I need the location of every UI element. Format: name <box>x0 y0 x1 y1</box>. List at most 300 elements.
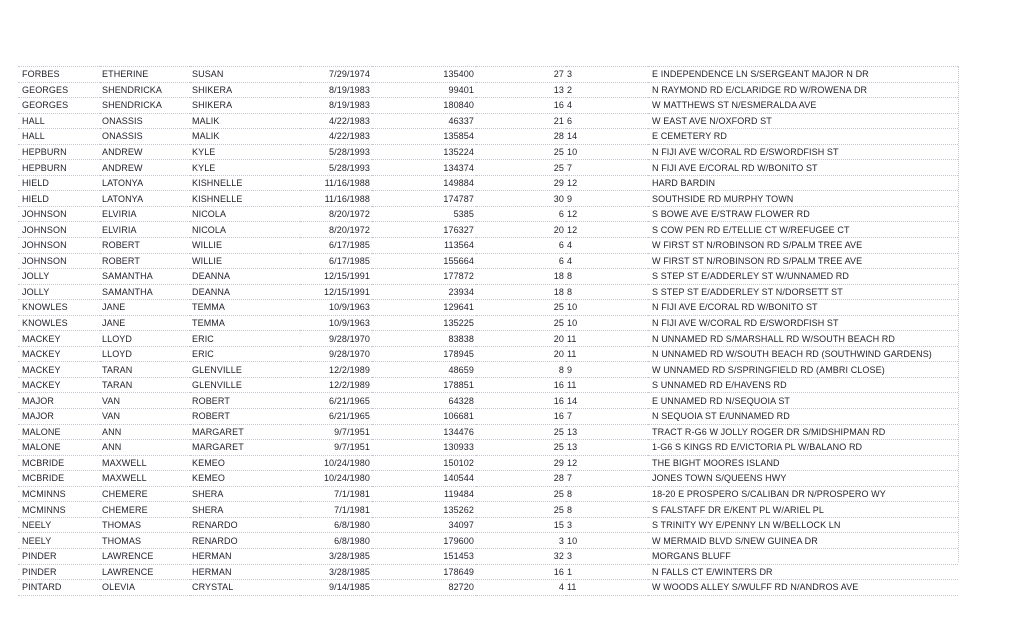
block-number-cell: 4 <box>566 238 648 254</box>
dob-cell: 4/22/1983 <box>300 129 372 145</box>
block-number-cell: 7 <box>566 160 648 176</box>
map-number-cell: 27 <box>476 67 566 83</box>
dob-cell: 6/8/1980 <box>300 533 372 549</box>
first-name-cell: SAMANTHA <box>100 269 190 285</box>
parcel-id-cell: 179600 <box>372 533 476 549</box>
last-name-cell: HIELD <box>18 191 100 207</box>
table-row <box>18 564 958 580</box>
last-name-cell: HEPBURN <box>18 160 100 176</box>
block-number-cell: 8 <box>566 486 648 502</box>
map-number-cell: 28 <box>476 129 566 145</box>
location-cell: E CEMETERY RD <box>648 129 958 145</box>
last-name-cell: PINDER <box>18 548 100 564</box>
table-row <box>18 113 958 129</box>
dob-cell: 5/28/1993 <box>300 160 372 176</box>
table-row <box>18 144 958 160</box>
location-cell: JONES TOWN S/QUEENS HWY <box>648 471 958 487</box>
records-table <box>18 66 958 596</box>
dob-cell: 7/1/1981 <box>300 502 372 518</box>
last-name-cell: MACKEY <box>18 362 100 378</box>
table-right-border <box>958 66 959 562</box>
table-row <box>18 455 958 471</box>
location-cell: N UNNAMED RD W/SOUTH BEACH RD (SOUTHWIND GARDENS) <box>648 346 958 362</box>
map-number-cell: 4 <box>476 580 566 596</box>
block-number-cell: 13 <box>566 440 648 456</box>
map-number-cell: 16 <box>476 377 566 393</box>
last-name-cell: MCBRIDE <box>18 471 100 487</box>
table-row <box>18 67 958 83</box>
table-row <box>18 517 958 533</box>
first-name-cell: MAXWELL <box>100 455 190 471</box>
block-number-cell: 7 <box>566 409 648 425</box>
block-number-cell: 3 <box>566 517 648 533</box>
first-name-cell: ROBERT <box>100 253 190 269</box>
block-number-cell: 12 <box>566 175 648 191</box>
parcel-id-cell: 140544 <box>372 471 476 487</box>
location-cell: N FIJI AVE E/CORAL RD W/BONITO ST <box>648 300 958 316</box>
table-row <box>18 362 958 378</box>
dob-cell: 9/28/1970 <box>300 346 372 362</box>
dob-cell: 8/19/1983 <box>300 82 372 98</box>
map-number-cell: 25 <box>476 315 566 331</box>
parcel-id-cell: 23934 <box>372 284 476 300</box>
table-body <box>18 67 958 596</box>
parcel-id-cell: 149884 <box>372 175 476 191</box>
table-row <box>18 238 958 254</box>
location-cell: N UNNAMED RD S/MARSHALL RD W/SOUTH BEACH RD <box>648 331 958 347</box>
first-name-cell: JANE <box>100 315 190 331</box>
location-cell: 1-G6 S KINGS RD E/VICTORIA PL W/BALANO RD <box>648 440 958 456</box>
middle-name-cell: MARGARET <box>190 424 300 440</box>
block-number-cell: 13 <box>566 424 648 440</box>
table-row <box>18 440 958 456</box>
location-cell: SOUTHSIDE RD MURPHY TOWN <box>648 191 958 207</box>
parcel-id-cell: 5385 <box>372 206 476 222</box>
first-name-cell: ROBERT <box>100 238 190 254</box>
block-number-cell: 12 <box>566 206 648 222</box>
table-row <box>18 580 958 596</box>
table-row <box>18 82 958 98</box>
middle-name-cell: ROBERT <box>190 409 300 425</box>
parcel-id-cell: 134374 <box>372 160 476 176</box>
map-number-cell: 25 <box>476 486 566 502</box>
location-cell: TRACT R-G6 W JOLLY ROGER DR S/MIDSHIPMAN RD <box>648 424 958 440</box>
first-name-cell: OLEVIA <box>100 580 190 596</box>
first-name-cell: SAMANTHA <box>100 284 190 300</box>
last-name-cell: MCMINNS <box>18 486 100 502</box>
map-number-cell: 28 <box>476 471 566 487</box>
last-name-cell: HALL <box>18 113 100 129</box>
location-cell: W MATTHEWS ST N/ESMERALDA AVE <box>648 98 958 114</box>
last-name-cell: JOLLY <box>18 284 100 300</box>
table-row <box>18 331 958 347</box>
location-cell: N SEQUOIA ST E/UNNAMED RD <box>648 409 958 425</box>
map-number-cell: 25 <box>476 440 566 456</box>
dob-cell: 9/28/1970 <box>300 331 372 347</box>
location-cell: S UNNAMED RD E/HAVENS RD <box>648 377 958 393</box>
parcel-id-cell: 134476 <box>372 424 476 440</box>
middle-name-cell: WILLIE <box>190 238 300 254</box>
parcel-id-cell: 119484 <box>372 486 476 502</box>
last-name-cell: MACKEY <box>18 346 100 362</box>
middle-name-cell: SHERA <box>190 486 300 502</box>
middle-name-cell: HERMAN <box>190 548 300 564</box>
table-row <box>18 548 958 564</box>
middle-name-cell: SHIKERA <box>190 98 300 114</box>
map-number-cell: 13 <box>476 82 566 98</box>
location-cell: W UNNAMED RD S/SPRINGFIELD RD (AMBRI CLOSE) <box>648 362 958 378</box>
table-row <box>18 98 958 114</box>
dob-cell: 10/9/1963 <box>300 300 372 316</box>
first-name-cell: THOMAS <box>100 533 190 549</box>
first-name-cell: TARAN <box>100 377 190 393</box>
middle-name-cell: SUSAN <box>190 67 300 83</box>
parcel-id-cell: 174787 <box>372 191 476 207</box>
last-name-cell: JOHNSON <box>18 238 100 254</box>
table-row <box>18 160 958 176</box>
table-row <box>18 409 958 425</box>
first-name-cell: LLOYD <box>100 331 190 347</box>
first-name-cell: ONASSIS <box>100 129 190 145</box>
middle-name-cell: GLENVILLE <box>190 362 300 378</box>
last-name-cell: KNOWLES <box>18 300 100 316</box>
location-cell: N RAYMOND RD E/CLARIDGE RD W/ROWENA DR <box>648 82 958 98</box>
middle-name-cell: KEMEO <box>190 455 300 471</box>
first-name-cell: TARAN <box>100 362 190 378</box>
dob-cell: 6/17/1985 <box>300 253 372 269</box>
middle-name-cell: ERIC <box>190 346 300 362</box>
block-number-cell: 12 <box>566 455 648 471</box>
first-name-cell: JANE <box>100 300 190 316</box>
first-name-cell: VAN <box>100 393 190 409</box>
last-name-cell: JOHNSON <box>18 222 100 238</box>
location-cell: N FIJI AVE E/CORAL RD W/BONITO ST <box>648 160 958 176</box>
block-number-cell: 3 <box>566 548 648 564</box>
parcel-id-cell: 99401 <box>372 82 476 98</box>
block-number-cell: 14 <box>566 393 648 409</box>
dob-cell: 10/9/1963 <box>300 315 372 331</box>
dob-cell: 6/21/1965 <box>300 393 372 409</box>
map-number-cell: 16 <box>476 393 566 409</box>
last-name-cell: PINTARD <box>18 580 100 596</box>
map-number-cell: 21 <box>476 113 566 129</box>
block-number-cell: 2 <box>566 82 648 98</box>
block-number-cell: 8 <box>566 502 648 518</box>
map-number-cell: 25 <box>476 424 566 440</box>
middle-name-cell: KISHNELLE <box>190 191 300 207</box>
middle-name-cell: HERMAN <box>190 564 300 580</box>
location-cell: W FIRST ST N/ROBINSON RD S/PALM TREE AVE <box>648 253 958 269</box>
middle-name-cell: GLENVILLE <box>190 377 300 393</box>
dob-cell: 11/16/1988 <box>300 175 372 191</box>
last-name-cell: MAJOR <box>18 409 100 425</box>
first-name-cell: SHENDRICKA <box>100 82 190 98</box>
middle-name-cell: KEMEO <box>190 471 300 487</box>
middle-name-cell: NICOLA <box>190 222 300 238</box>
map-number-cell: 29 <box>476 455 566 471</box>
middle-name-cell: DEANNA <box>190 284 300 300</box>
last-name-cell: MALONE <box>18 424 100 440</box>
map-number-cell: 29 <box>476 175 566 191</box>
dob-cell: 9/14/1985 <box>300 580 372 596</box>
middle-name-cell: ROBERT <box>190 393 300 409</box>
first-name-cell: ANDREW <box>100 144 190 160</box>
location-cell: HARD BARDIN <box>648 175 958 191</box>
location-cell: N FIJI AVE W/CORAL RD E/SWORDFISH ST <box>648 315 958 331</box>
last-name-cell: MCBRIDE <box>18 455 100 471</box>
table-row <box>18 424 958 440</box>
parcel-id-cell: 82720 <box>372 580 476 596</box>
block-number-cell: 11 <box>566 377 648 393</box>
table-row <box>18 486 958 502</box>
map-number-cell: 6 <box>476 206 566 222</box>
parcel-id-cell: 46337 <box>372 113 476 129</box>
first-name-cell: ELVIRIA <box>100 222 190 238</box>
table-row <box>18 191 958 207</box>
parcel-id-cell: 113564 <box>372 238 476 254</box>
map-number-cell: 16 <box>476 409 566 425</box>
dob-cell: 5/28/1993 <box>300 144 372 160</box>
last-name-cell: MAJOR <box>18 393 100 409</box>
dob-cell: 12/2/1989 <box>300 377 372 393</box>
table-row <box>18 129 958 145</box>
table-row <box>18 175 958 191</box>
last-name-cell: KNOWLES <box>18 315 100 331</box>
block-number-cell: 12 <box>566 222 648 238</box>
parcel-id-cell: 178649 <box>372 564 476 580</box>
parcel-id-cell: 135854 <box>372 129 476 145</box>
first-name-cell: ETHERINE <box>100 67 190 83</box>
first-name-cell: SHENDRICKA <box>100 98 190 114</box>
last-name-cell: JOHNSON <box>18 206 100 222</box>
first-name-cell: CHEMERE <box>100 502 190 518</box>
block-number-cell: 9 <box>566 362 648 378</box>
table-row <box>18 222 958 238</box>
table-row <box>18 253 958 269</box>
last-name-cell: MACKEY <box>18 331 100 347</box>
last-name-cell: HEPBURN <box>18 144 100 160</box>
table-row <box>18 269 958 285</box>
middle-name-cell: WILLIE <box>190 253 300 269</box>
dob-cell: 8/19/1983 <box>300 98 372 114</box>
last-name-cell: MCMINNS <box>18 502 100 518</box>
first-name-cell: ELVIRIA <box>100 206 190 222</box>
dob-cell: 8/20/1972 <box>300 222 372 238</box>
parcel-id-cell: 106681 <box>372 409 476 425</box>
location-cell: S BOWE AVE E/STRAW FLOWER RD <box>648 206 958 222</box>
block-number-cell: 3 <box>566 67 648 83</box>
block-number-cell: 14 <box>566 129 648 145</box>
block-number-cell: 11 <box>566 580 648 596</box>
location-cell: W EAST AVE N/OXFORD ST <box>648 113 958 129</box>
location-cell: THE BIGHT MOORES ISLAND <box>648 455 958 471</box>
location-cell: S STEP ST E/ADDERLEY ST N/DORSETT ST <box>648 284 958 300</box>
dob-cell: 12/2/1989 <box>300 362 372 378</box>
first-name-cell: LAWRENCE <box>100 564 190 580</box>
first-name-cell: CHEMERE <box>100 486 190 502</box>
location-cell: N FIJI AVE W/CORAL RD E/SWORDFISH ST <box>648 144 958 160</box>
map-number-cell: 6 <box>476 238 566 254</box>
parcel-id-cell: 135400 <box>372 67 476 83</box>
first-name-cell: LLOYD <box>100 346 190 362</box>
location-cell: S TRINITY WY E/PENNY LN W/BELLOCK LN <box>648 517 958 533</box>
last-name-cell: HALL <box>18 129 100 145</box>
map-number-cell: 18 <box>476 284 566 300</box>
middle-name-cell: KYLE <box>190 160 300 176</box>
parcel-id-cell: 176327 <box>372 222 476 238</box>
block-number-cell: 10 <box>566 533 648 549</box>
middle-name-cell: TEMMA <box>190 315 300 331</box>
location-cell: N FALLS CT E/WINTERS DR <box>648 564 958 580</box>
map-number-cell: 32 <box>476 548 566 564</box>
block-number-cell: 8 <box>566 284 648 300</box>
block-number-cell: 7 <box>566 471 648 487</box>
parcel-id-cell: 150102 <box>372 455 476 471</box>
table-row <box>18 315 958 331</box>
block-number-cell: 9 <box>566 191 648 207</box>
first-name-cell: ANDREW <box>100 160 190 176</box>
first-name-cell: ONASSIS <box>100 113 190 129</box>
block-number-cell: 11 <box>566 331 648 347</box>
last-name-cell: MALONE <box>18 440 100 456</box>
dob-cell: 3/28/1985 <box>300 564 372 580</box>
dob-cell: 9/7/1951 <box>300 440 372 456</box>
location-cell: W MERMAID BLVD S/NEW GUINEA DR <box>648 533 958 549</box>
map-number-cell: 25 <box>476 300 566 316</box>
block-number-cell: 11 <box>566 346 648 362</box>
block-number-cell: 10 <box>566 144 648 160</box>
first-name-cell: LATONYA <box>100 175 190 191</box>
middle-name-cell: CRYSTAL <box>190 580 300 596</box>
middle-name-cell: KYLE <box>190 144 300 160</box>
middle-name-cell: MALIK <box>190 129 300 145</box>
map-number-cell: 20 <box>476 346 566 362</box>
table-row <box>18 533 958 549</box>
map-number-cell: 15 <box>476 517 566 533</box>
parcel-id-cell: 130933 <box>372 440 476 456</box>
middle-name-cell: TEMMA <box>190 300 300 316</box>
parcel-id-cell: 48659 <box>372 362 476 378</box>
map-number-cell: 6 <box>476 253 566 269</box>
map-number-cell: 16 <box>476 98 566 114</box>
parcel-id-cell: 129641 <box>372 300 476 316</box>
parcel-id-cell: 177872 <box>372 269 476 285</box>
table-row <box>18 346 958 362</box>
middle-name-cell: MALIK <box>190 113 300 129</box>
last-name-cell: HIELD <box>18 175 100 191</box>
location-cell: S FALSTAFF DR E/KENT PL W/ARIEL PL <box>648 502 958 518</box>
dob-cell: 4/22/1983 <box>300 113 372 129</box>
dob-cell: 9/7/1951 <box>300 424 372 440</box>
last-name-cell: FORBES <box>18 67 100 83</box>
map-number-cell: 20 <box>476 331 566 347</box>
location-cell: E INDEPENDENCE LN S/SERGEANT MAJOR N DR <box>648 67 958 83</box>
dob-cell: 8/20/1972 <box>300 206 372 222</box>
parcel-id-cell: 135224 <box>372 144 476 160</box>
location-cell: W FIRST ST N/ROBINSON RD S/PALM TREE AVE <box>648 238 958 254</box>
parcel-id-cell: 34097 <box>372 517 476 533</box>
middle-name-cell: NICOLA <box>190 206 300 222</box>
dob-cell: 12/15/1991 <box>300 284 372 300</box>
last-name-cell: JOHNSON <box>18 253 100 269</box>
table-row <box>18 206 958 222</box>
first-name-cell: MAXWELL <box>100 471 190 487</box>
map-number-cell: 25 <box>476 502 566 518</box>
map-number-cell: 3 <box>476 533 566 549</box>
middle-name-cell: RENARDO <box>190 533 300 549</box>
map-number-cell: 16 <box>476 564 566 580</box>
map-number-cell: 20 <box>476 222 566 238</box>
table-row <box>18 471 958 487</box>
middle-name-cell: RENARDO <box>190 517 300 533</box>
parcel-id-cell: 135225 <box>372 315 476 331</box>
location-cell: E UNNAMED RD N/SEQUOIA ST <box>648 393 958 409</box>
last-name-cell: JOLLY <box>18 269 100 285</box>
map-number-cell: 25 <box>476 144 566 160</box>
last-name-cell: GEORGES <box>18 82 100 98</box>
middle-name-cell: DEANNA <box>190 269 300 285</box>
middle-name-cell: SHIKERA <box>190 82 300 98</box>
dob-cell: 10/24/1980 <box>300 455 372 471</box>
middle-name-cell: KISHNELLE <box>190 175 300 191</box>
dob-cell: 7/29/1974 <box>300 67 372 83</box>
parcel-id-cell: 135262 <box>372 502 476 518</box>
last-name-cell: GEORGES <box>18 98 100 114</box>
block-number-cell: 10 <box>566 300 648 316</box>
location-cell: S STEP ST E/ADDERLEY ST W/UNNAMED RD <box>648 269 958 285</box>
first-name-cell: THOMAS <box>100 517 190 533</box>
map-number-cell: 18 <box>476 269 566 285</box>
table-row <box>18 502 958 518</box>
parcel-id-cell: 83838 <box>372 331 476 347</box>
table-row <box>18 393 958 409</box>
last-name-cell: MACKEY <box>18 377 100 393</box>
middle-name-cell: ERIC <box>190 331 300 347</box>
middle-name-cell: MARGARET <box>190 440 300 456</box>
parcel-id-cell: 151453 <box>372 548 476 564</box>
table-row <box>18 284 958 300</box>
table-row <box>18 377 958 393</box>
location-cell: 18-20 E PROSPERO S/CALIBAN DR N/PROSPERO WY <box>648 486 958 502</box>
first-name-cell: ANN <box>100 440 190 456</box>
middle-name-cell: SHERA <box>190 502 300 518</box>
last-name-cell: NEELY <box>18 533 100 549</box>
first-name-cell: LATONYA <box>100 191 190 207</box>
last-name-cell: PINDER <box>18 564 100 580</box>
location-cell: W WOODS ALLEY S/WULFF RD N/ANDROS AVE <box>648 580 958 596</box>
map-number-cell: 30 <box>476 191 566 207</box>
block-number-cell: 4 <box>566 253 648 269</box>
parcel-id-cell: 155664 <box>372 253 476 269</box>
first-name-cell: VAN <box>100 409 190 425</box>
first-name-cell: ANN <box>100 424 190 440</box>
first-name-cell: LAWRENCE <box>100 548 190 564</box>
parcel-id-cell: 178945 <box>372 346 476 362</box>
location-cell: S COW PEN RD E/TELLIE CT W/REFUGEE CT <box>648 222 958 238</box>
dob-cell: 6/17/1985 <box>300 238 372 254</box>
dob-cell: 6/8/1980 <box>300 517 372 533</box>
block-number-cell: 4 <box>566 98 648 114</box>
dob-cell: 6/21/1965 <box>300 409 372 425</box>
parcel-id-cell: 64328 <box>372 393 476 409</box>
table-row <box>18 300 958 316</box>
block-number-cell: 1 <box>566 564 648 580</box>
last-name-cell: NEELY <box>18 517 100 533</box>
map-number-cell: 25 <box>476 160 566 176</box>
parcel-id-cell: 178851 <box>372 377 476 393</box>
dob-cell: 11/16/1988 <box>300 191 372 207</box>
map-number-cell: 8 <box>476 362 566 378</box>
